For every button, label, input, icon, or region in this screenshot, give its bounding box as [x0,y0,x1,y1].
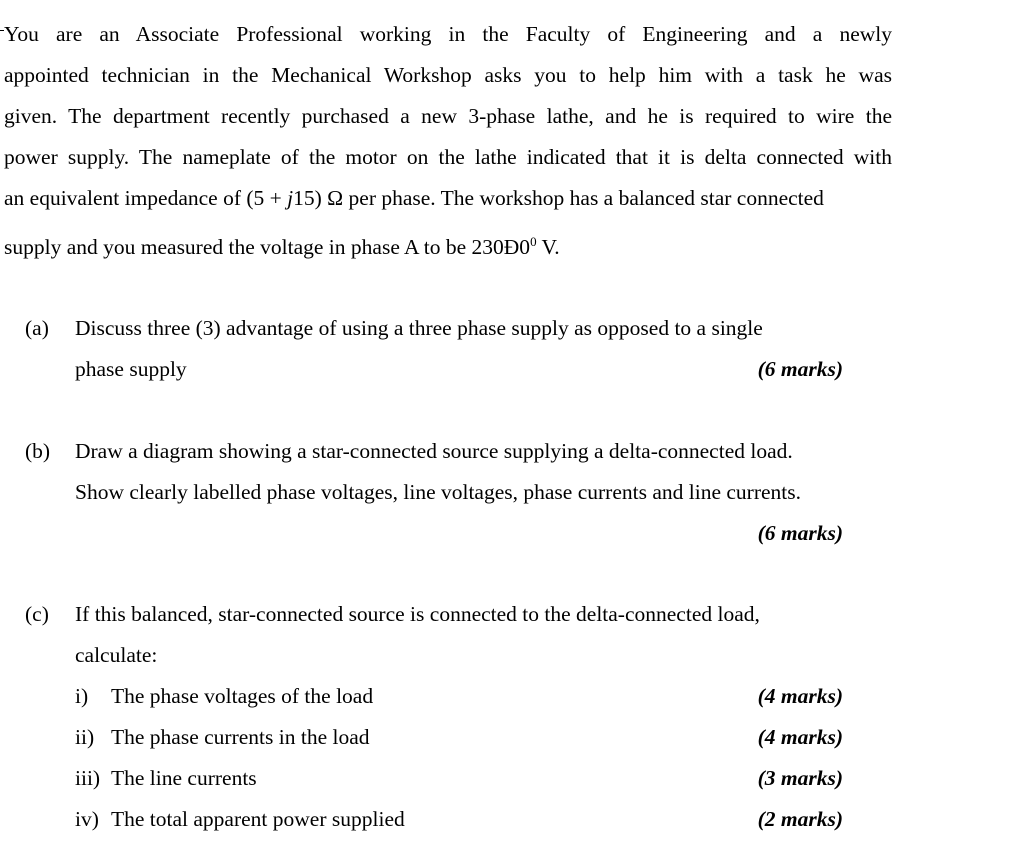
sub-question-label: i) [75,684,89,708]
question-a-line-2: phase supply [75,357,187,381]
sub-question-iv-marks: (2 marks) [757,807,843,831]
question-b-line-2: Show clearly labelled phase voltages, line voltages, phase currents and line currents. [75,480,801,504]
sub-question-text: The phase currents in the load [111,725,370,749]
impedance-suffix: 15) Ω per phase. The workshop has a balanced star connected [293,186,824,210]
question-c-line-2: calculate: [75,643,158,667]
sub-question-ii-marks: (4 marks) [757,725,843,749]
voltage-prefix: supply and you measured the voltage in phase A to be 230Ð0 [4,235,531,259]
question-a-line-1 [25,315,763,341]
sub-question-ii [75,724,370,750]
question-c-label: (c) [25,602,49,626]
voltage-suffix: V. [536,235,560,259]
imaginary-unit: j [287,186,294,210]
sub-question-i [75,683,373,709]
question-c-line-1 [25,601,760,627]
sub-question-label: iii) [75,766,101,790]
question-b-label: (b) [25,439,51,463]
impedance-prefix: an equivalent impedance of (5 + [4,186,288,210]
intro-line-1: You are an Associate Professional working in the Faculty of Engineering and a newly [4,22,892,46]
sub-question-iii [75,765,257,791]
question-a-text-1: Discuss three (3) advantage of using a three phase supply as opposed to a single [75,316,763,340]
sub-question-text: The phase voltages of the load [111,684,374,708]
intro-line-5 [4,185,892,211]
sub-question-iii-marks: (3 marks) [757,766,843,790]
question-a-marks: (6 marks) [757,357,843,381]
intro-line-3: given. The department recently purchased a new 3-phase lathe, and he is required to wire the [4,104,892,128]
intro-line-2: appointed technician in the Mechanical Workshop asks you to help him with a task he was [4,63,892,87]
question-b-text-1: Draw a diagram showing a star-connected source supplying a delta-connected load. [75,439,793,463]
question-b-marks: (6 marks) [757,521,843,545]
sub-question-text: The total apparent power supplied [111,807,405,831]
sub-question-i-marks: (4 marks) [757,684,843,708]
sub-question-text: The line currents [111,766,257,790]
sub-question-label: ii) [75,725,95,749]
degree-superscript: 0 [530,234,537,249]
intro-line-6 [4,234,892,260]
intro-line-4: power supply. The nameplate of the motor on the lathe indicated that it is delta connected with [4,145,892,169]
sub-question-iv [75,806,405,832]
question-b-line-1 [25,438,793,464]
question-c-text-1: If this balanced, star-connected source is connected to the delta-connected load, [75,602,760,626]
question-a-label: (a) [25,316,49,340]
sub-question-label: iv) [75,807,99,831]
